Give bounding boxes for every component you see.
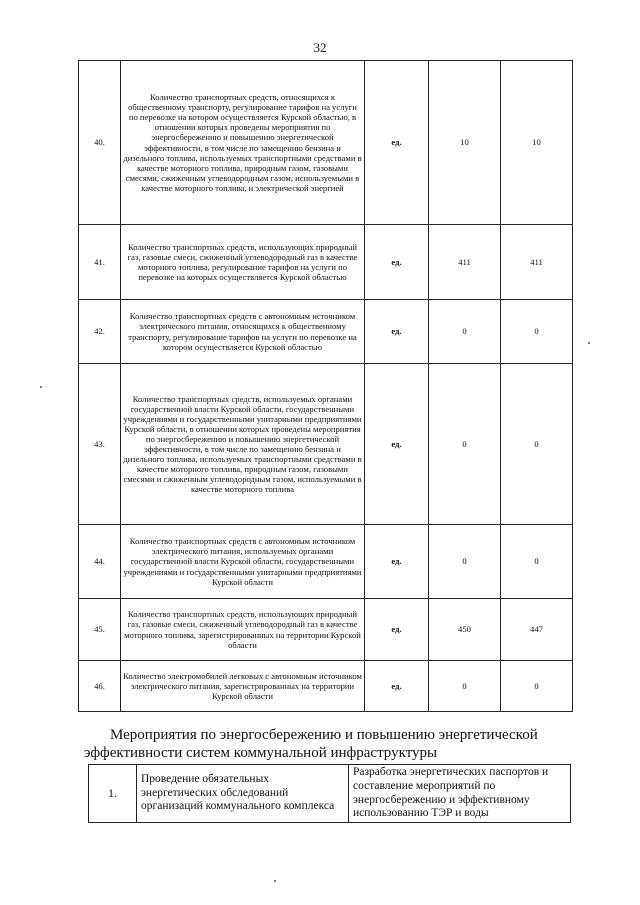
table-row xyxy=(79,364,573,525)
value-cell-2: 10 xyxy=(501,61,573,225)
value-cell-2: 0 xyxy=(501,300,573,364)
scan-speck xyxy=(40,386,42,388)
value-cell-2: 411 xyxy=(501,225,573,300)
value-cell-1: 10 xyxy=(429,61,501,225)
row-number: 42. xyxy=(79,300,121,364)
section-heading-line1: Мероприятия по энергосбережению и повышению энергетической xyxy=(110,727,538,743)
row-number: 45. xyxy=(79,599,121,661)
section-heading-line2: эффективности систем коммунальной инфраструктуры xyxy=(84,745,438,762)
row-number: 40. xyxy=(79,61,121,225)
unit-cell: ед. xyxy=(365,661,429,712)
indicator-description: Количество транспортных средств, использующих природный газ, газовые смеси, сжиженный углеводородный газ в качестве моторного топлива, регулирование тарифов на услуги по перевозке на которых осуществляется Курской областью xyxy=(121,225,365,300)
page-number: 32 xyxy=(313,40,327,55)
event-result: Разработка энергетических паспортов и составление мероприятий по энергосбережению и эффективному использованию ТЭР и воды xyxy=(349,765,571,823)
row-number: 46. xyxy=(79,661,121,712)
unit-cell: ед. xyxy=(365,61,429,225)
value-cell-2: 447 xyxy=(501,599,573,661)
unit-cell: ед. xyxy=(365,300,429,364)
value-cell-2: 0 xyxy=(501,525,573,599)
value-cell-2: 0 xyxy=(501,661,573,712)
unit-cell: ед. xyxy=(365,525,429,599)
indicator-description: Количество транспортных средств, использующих природный газ, газовые смеси, сжиженный углеводородный газ в качестве моторного топлива, зарегистрированных на территории Курской области xyxy=(121,599,365,661)
events-table xyxy=(88,764,571,823)
table-row xyxy=(89,765,571,823)
value-cell-1: 0 xyxy=(429,364,501,525)
indicator-description: Количество транспортных средств, относящихся к общественному транспорту, регулирование тарифов на услуги по перевозке на котором осуществляется Курской областью, в отношении которых проведены мероприятия по энергосбережению и повышению энергетической эффективности, в том числе по замещению бензина и дизельного топлива, используемых транспортными средствами в качестве моторного топлива, природным газом, газовыми смесями, сжиженным углеводородным газом, используемыми в качестве моторного топлива, и электрической энергией xyxy=(121,61,365,225)
indicator-description: Количество транспортных средств с автономным источником электрического питания, относящихся к общественному транспорту, регулирование тарифов на услуги по перевозке на котором осуществляется Курской областью xyxy=(121,300,365,364)
value-cell-1: 0 xyxy=(429,525,501,599)
scan-speck xyxy=(588,342,590,344)
indicator-description: Количество транспортных средств с автономным источником электрического питания, используемых органами государственной власти Курской области, государственными учреждениями и государственными унитарными предприятиями Курской области xyxy=(121,525,365,599)
value-cell-2: 0 xyxy=(501,364,573,525)
table-row xyxy=(79,300,573,364)
section-heading xyxy=(84,726,570,763)
table-row xyxy=(79,661,573,712)
value-cell-1: 450 xyxy=(429,599,501,661)
row-number: 44. xyxy=(79,525,121,599)
indicators-table xyxy=(78,60,573,712)
event-number: 1. xyxy=(89,765,137,823)
value-cell-1: 0 xyxy=(429,300,501,364)
indicator-description: Количество транспортных средств, используемых органами государственной власти Курской области, государственными учреждениями и государственными унитарными предприятиями Курской области, в отношении которых проведены мероприятия по энергосбережению и повышению энергетической эффективности, в том числе по замещению бензина и дизельного топлива, используемых транспортными средствами в качестве моторного топлива, природным газом, газовыми смесями и сжиженным углеводородным газом, используемыми в качестве моторного топлива xyxy=(121,364,365,525)
table-row xyxy=(79,599,573,661)
unit-cell: ед. xyxy=(365,364,429,525)
unit-cell: ед. xyxy=(365,599,429,661)
unit-cell: ед. xyxy=(365,225,429,300)
table-row xyxy=(79,525,573,599)
table-row xyxy=(79,225,573,300)
event-measure: Проведение обязательных энергетических обследований организаций коммунального комплекса xyxy=(137,765,349,823)
value-cell-1: 411 xyxy=(429,225,501,300)
value-cell-1: 0 xyxy=(429,661,501,712)
table-row xyxy=(79,61,573,225)
row-number: 43. xyxy=(79,364,121,525)
indicator-description: Количество электромобилей легковых с автономным источником электрического питания, зарегистрированных на территории Курской области xyxy=(121,661,365,712)
row-number: 41. xyxy=(79,225,121,300)
scan-speck xyxy=(274,880,276,882)
